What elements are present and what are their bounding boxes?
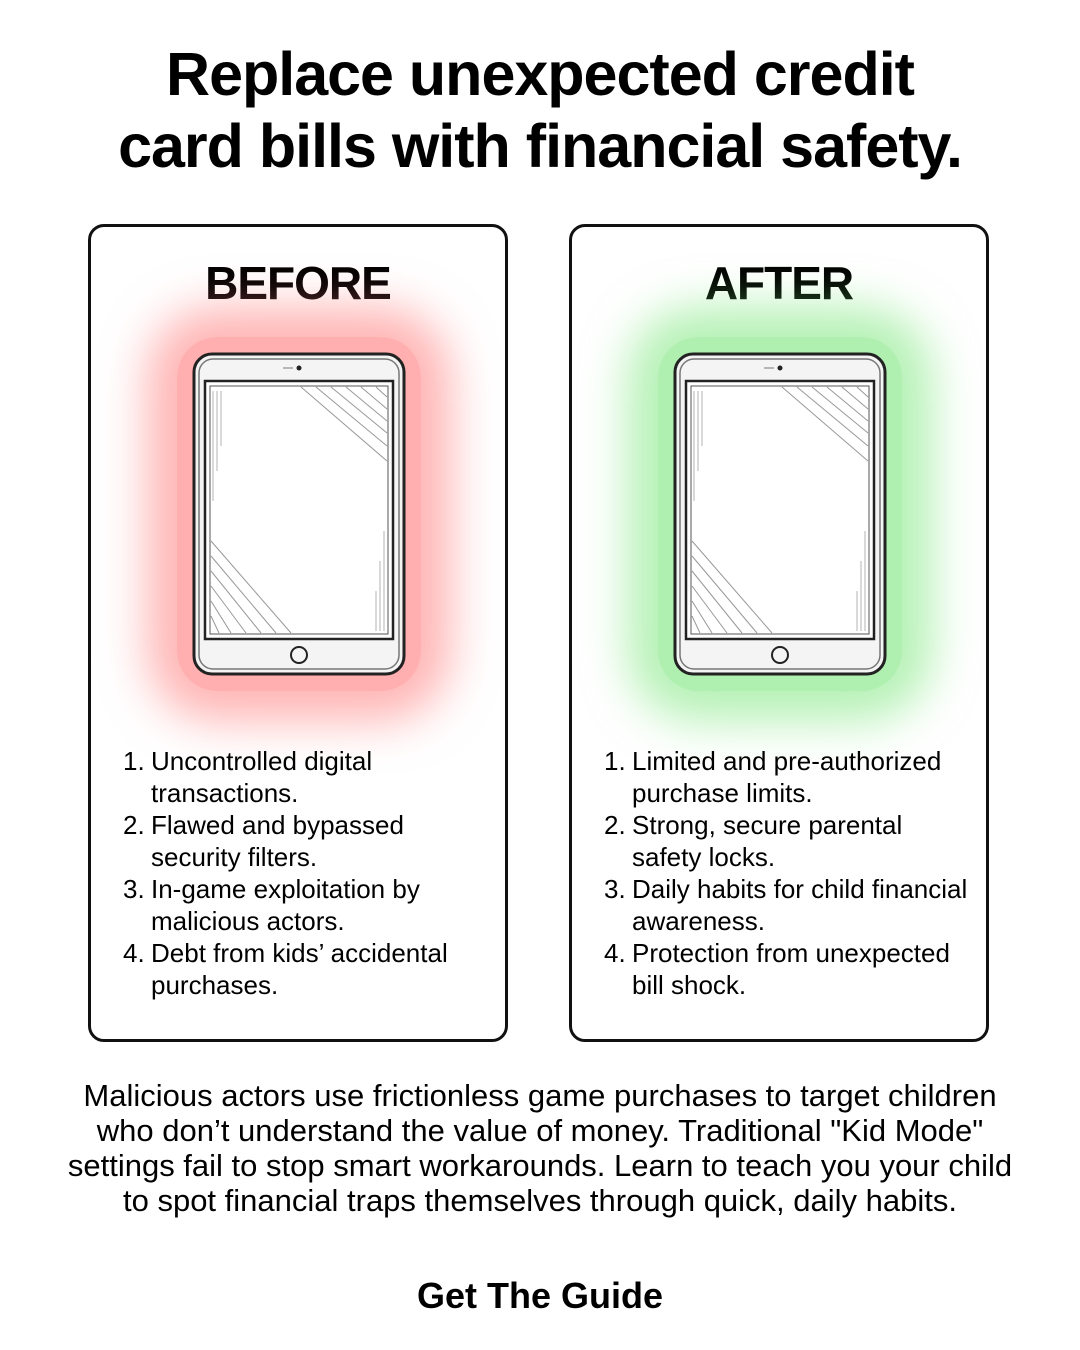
list-number: 1.	[604, 746, 626, 776]
get-guide-link[interactable]: Get The Guide	[416, 1275, 664, 1316]
headline-line-2: card bills with financial safety.	[118, 112, 962, 180]
tablet-icon	[191, 351, 407, 677]
list-number: 4.	[604, 938, 626, 968]
after-list	[604, 745, 974, 1001]
before-title: BEFORE	[205, 257, 391, 309]
list-text: Daily habits for child financial awareness.	[632, 874, 968, 936]
after-tablet	[672, 351, 888, 677]
list-text: Uncontrolled digital transactions.	[151, 746, 373, 808]
after-title: AFTER	[704, 257, 854, 309]
body-text: Malicious actors use frictionless game purchases to target children who don’t understand the value of money. Traditional "Kid Mode" settings fail to stop smart workarounds. Learn to teach you your child to spot financial traps themselves through quick, daily habits.	[67, 1078, 1013, 1218]
list-text: Protection from unexpected bill shock.	[632, 938, 950, 1000]
list-number: 2.	[123, 810, 145, 840]
list-item	[123, 873, 493, 937]
list-item	[604, 873, 974, 937]
list-number: 3.	[604, 874, 626, 904]
tablet-icon	[672, 351, 888, 677]
list-text: Flawed and bypassed security filters.	[151, 810, 404, 872]
list-number: 4.	[123, 938, 145, 968]
list-text: In-game exploitation by malicious actors.	[151, 874, 420, 936]
headline	[40, 38, 1040, 182]
list-item	[604, 937, 974, 1001]
list-item	[123, 809, 493, 873]
list-text: Debt from kids’ accidental purchases.	[151, 938, 448, 1000]
headline-line-1: Replace unexpected credit	[166, 40, 914, 108]
list-item	[123, 745, 493, 809]
after-panel	[569, 224, 989, 1042]
list-item	[123, 937, 493, 1001]
before-panel	[88, 224, 508, 1042]
before-list	[123, 745, 493, 1001]
list-item	[604, 809, 974, 873]
before-tablet	[191, 351, 407, 677]
list-text: Strong, secure parental safety locks.	[632, 810, 903, 872]
list-item	[604, 745, 974, 809]
list-number: 1.	[123, 746, 145, 776]
list-text: Limited and pre-authorized purchase limits.	[632, 746, 942, 808]
list-number: 3.	[123, 874, 145, 904]
list-number: 2.	[604, 810, 626, 840]
